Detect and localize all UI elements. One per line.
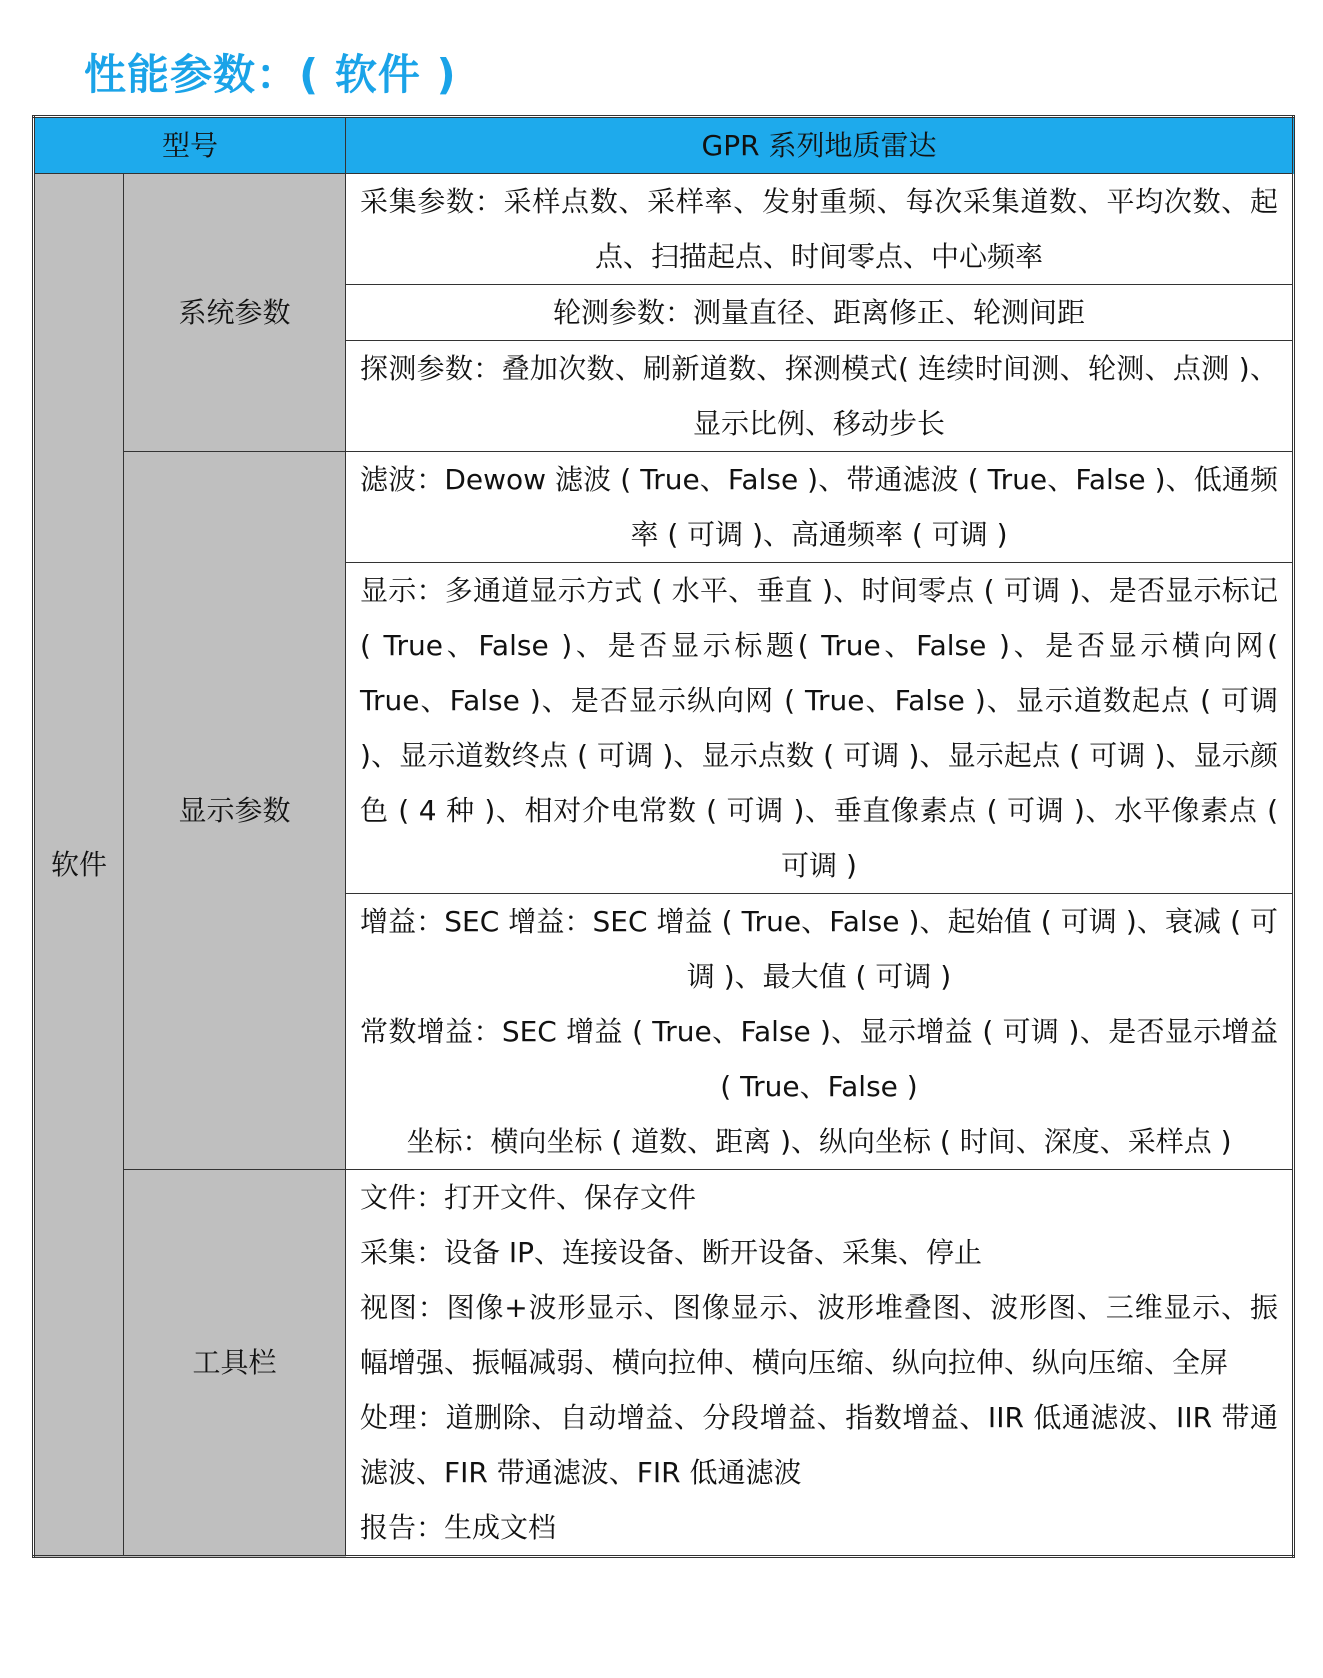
toolbar-report-line: 报告：生成文档	[360, 1511, 557, 1544]
group-name-cell: 系统参数	[124, 174, 346, 452]
param-cell: 显示：多通道显示方式 ( 水平、垂直 )、时间零点 ( 可调 )、是否显示标记( True、False )、是否显示标题( True、False )、是否显示横向网( True、False )、是否显示纵向网 ( True、False )、显示道数起点 ( 可调 )、显示道数终点 ( 可调 )、显示点数 ( 可调 )、显示起点 ( 可调 )、显示颜色 ( 4 种 )、相对介电常数 ( 可调 )、垂直像素点 ( 可调 )、水平像素点 ( 可调 )	[346, 563, 1294, 894]
param-cell: 探测参数：叠加次数、刷新道数、探测模式( 连续时间测、轮测、点测 )、显示比例、移动步长	[346, 341, 1294, 452]
toolbar-view-line: 视图：图像+波形显示、图像显示、波形堆叠图、波形图、三维显示、振幅增强、振幅减弱、横向拉伸、横向压缩、纵向拉伸、纵向压缩、全屏	[360, 1291, 1279, 1379]
toolbar-acquire-line: 采集：设备 IP、连接设备、断开设备、采集、停止	[360, 1236, 983, 1269]
spec-table	[32, 115, 1295, 1558]
model-label-cell: 型号	[34, 117, 346, 174]
param-cell: 采集参数：采样点数、采样率、发射重频、每次采集道数、平均次数、起点、扫描起点、时间零点、中心频率	[346, 174, 1294, 285]
table-row	[34, 174, 1294, 285]
group-name-cell: 显示参数	[124, 452, 346, 1170]
constant-gain-line: 常数增益：SEC 增益 ( True、False )、显示增益 ( 可调 )、是否显示增益 ( True、False )	[360, 1015, 1279, 1103]
axis-line: 坐标：横向坐标 ( 道数、距离 )、纵向坐标 ( 时间、深度、采样点 )	[406, 1125, 1232, 1158]
param-cell: 轮测参数：测量直径、距离修正、轮测间距	[346, 285, 1294, 341]
param-cell: 滤波：Dewow 滤波 ( True、False )、带通滤波 ( True、False )、低通频率 ( 可调 )、高通频率 ( 可调 )	[346, 452, 1294, 563]
category-cell: 软件	[34, 174, 124, 1557]
toolbar-process-line: 处理：道删除、自动增益、分段增益、指数增益、IIR 低通滤波、IIR 带通滤波、FIR 带通滤波、FIR 低通滤波	[360, 1401, 1279, 1489]
toolbar-cell	[346, 1170, 1294, 1557]
toolbar-file-line: 文件：打开文件、保存文件	[360, 1181, 697, 1214]
table-row	[34, 452, 1294, 563]
model-value-cell: GPR 系列地质雷达	[346, 117, 1294, 174]
page-title: 性能参数：( 软件 )	[84, 50, 457, 99]
gain-line: 增益：SEC 增益：SEC 增益 ( True、False )、起始值 ( 可调 )、衰减 ( 可调 )、最大值 ( 可调 )	[360, 905, 1279, 993]
gain-cell	[346, 894, 1294, 1170]
table-header-row	[34, 117, 1294, 174]
group-name-cell: 工具栏	[124, 1170, 346, 1557]
